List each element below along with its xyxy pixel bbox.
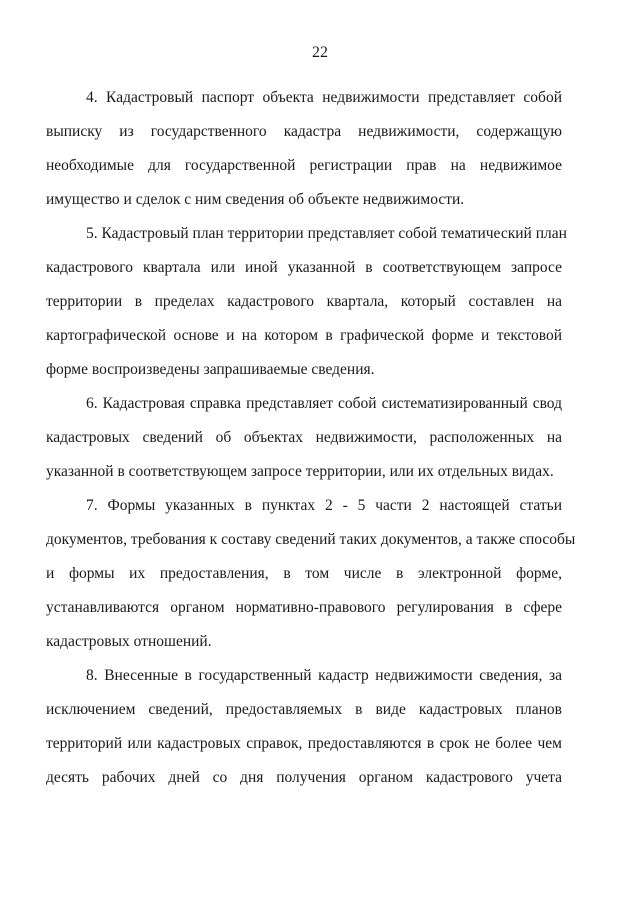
- paragraph-4: [46, 85, 562, 221]
- page-number: 22: [312, 44, 328, 61]
- paragraph-line: необходимые для государственной регистрации прав на недвижимое: [46, 157, 562, 174]
- paragraph-line: кадастровых сведений об объектах недвижимости, расположенных на: [46, 429, 562, 446]
- paragraph-line: форме воспроизведены запрашиваемые сведения.: [46, 361, 375, 378]
- paragraph-7: [46, 493, 576, 663]
- paragraph-line: кадастровых отношений.: [46, 633, 212, 650]
- paragraph-8: [46, 663, 562, 799]
- paragraph-line: территории в пределах кадастрового квартала, который составлен на: [46, 293, 562, 310]
- paragraph-line: 4. Кадастровый паспорт объекта недвижимости представляет собой: [86, 89, 562, 106]
- paragraph-line: и формы их предоставления, в том числе в электронной форме,: [46, 565, 562, 582]
- paragraph-line: 7. Формы указанных в пунктах 2 - 5 части 2 настоящей статьи: [86, 497, 562, 514]
- paragraph-line: имущество и сделок с ним сведения об объекте недвижимости.: [46, 191, 465, 208]
- paragraph-line: выписку из государственного кадастра недвижимости, содержащую: [46, 123, 562, 140]
- paragraph-line: устанавливаются органом нормативно-правового регулирования в сфере: [46, 599, 562, 616]
- paragraph-5: [46, 221, 567, 391]
- paragraph-line: картографической основе и на котором в графической форме и текстовой: [46, 327, 562, 344]
- paragraph-line: 8. Внесенные в государственный кадастр недвижимости сведения, за: [86, 667, 562, 684]
- paragraph-line: десять рабочих дней со дня получения органом кадастрового учета: [46, 769, 562, 786]
- paragraph-line: территорий или кадастровых справок, предоставляются в срок не более чем: [46, 735, 562, 752]
- paragraph-line: указанной в соответствующем запросе территории, или их отдельных видах.: [46, 463, 554, 480]
- paragraph-line: 5. Кадастровый план территории представляет собой тематический план: [86, 225, 567, 242]
- document-body: [46, 85, 576, 799]
- paragraph-line: кадастрового квартала или иной указанной в соответствующем запросе: [46, 259, 562, 276]
- paragraph-6: [46, 391, 562, 493]
- paragraph-line: исключением сведений, предоставляемых в виде кадастровых планов: [46, 701, 562, 718]
- paragraph-line: 6. Кадастровая справка представляет собой систематизированный свод: [86, 395, 562, 412]
- paragraph-line: документов, требования к составу сведений таких документов, а также способы: [46, 531, 576, 548]
